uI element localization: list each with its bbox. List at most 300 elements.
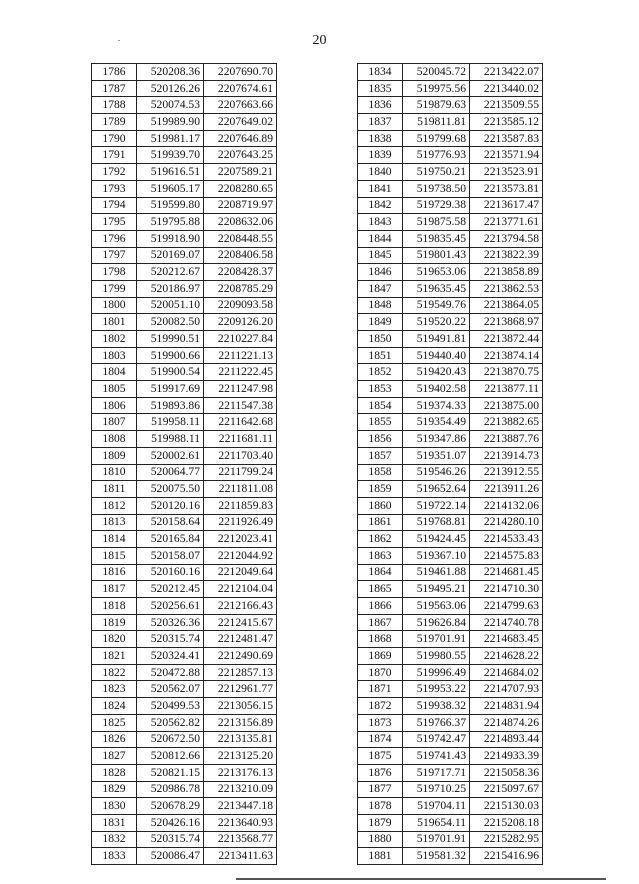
point-number-cell: 1848 <box>358 297 403 314</box>
x-coordinate-cell: 520126.26 <box>137 80 204 97</box>
table-row <box>92 397 277 414</box>
x-coordinate-cell: 519440.40 <box>403 347 470 364</box>
point-number-cell: 1835 <box>358 80 403 97</box>
x-coordinate-cell: 519958.11 <box>137 414 204 431</box>
y-coordinate-cell: 2214710.30 <box>470 581 543 598</box>
y-coordinate-cell: 2213887.76 <box>470 431 543 448</box>
table-row <box>358 748 543 765</box>
table-row <box>358 381 543 398</box>
table-row <box>92 814 277 831</box>
y-coordinate-cell: 2209126.20 <box>204 314 277 331</box>
table-row <box>92 648 277 665</box>
point-number-cell: 1837 <box>358 114 403 131</box>
point-number-cell: 1828 <box>92 764 137 781</box>
x-coordinate-cell: 519654.11 <box>403 814 470 831</box>
x-coordinate-cell: 519741.43 <box>403 748 470 765</box>
y-coordinate-cell: 2211703.40 <box>204 447 277 464</box>
y-coordinate-cell: 2213914.73 <box>470 447 543 464</box>
table-row <box>92 447 277 464</box>
y-coordinate-cell: 2211222.45 <box>204 364 277 381</box>
table-row <box>92 781 277 798</box>
y-coordinate-cell: 2213440.02 <box>470 80 543 97</box>
point-number-cell: 1876 <box>358 764 403 781</box>
x-coordinate-cell: 519626.84 <box>403 614 470 631</box>
point-number-cell: 1875 <box>358 748 403 765</box>
y-coordinate-cell: 2213875.00 <box>470 397 543 414</box>
x-coordinate-cell: 520169.07 <box>137 247 204 264</box>
y-coordinate-cell: 2212044.92 <box>204 547 277 564</box>
point-number-cell: 1797 <box>92 247 137 264</box>
point-number-cell: 1862 <box>358 531 403 548</box>
y-coordinate-cell: 2214575.83 <box>470 547 543 564</box>
y-coordinate-cell: 2211926.49 <box>204 514 277 531</box>
table-row <box>358 64 543 81</box>
y-coordinate-cell: 2213447.18 <box>204 798 277 815</box>
point-number-cell: 1845 <box>358 247 403 264</box>
x-coordinate-cell: 519975.56 <box>403 80 470 97</box>
y-coordinate-cell: 2209093.58 <box>204 297 277 314</box>
point-number-cell: 1866 <box>358 598 403 615</box>
y-coordinate-cell: 2208448.55 <box>204 230 277 247</box>
table-row <box>92 464 277 481</box>
table-row <box>358 264 543 281</box>
x-coordinate-cell: 519374.33 <box>403 397 470 414</box>
y-coordinate-cell: 2207646.89 <box>204 130 277 147</box>
x-coordinate-cell: 520426.16 <box>137 814 204 831</box>
table-row <box>358 664 543 681</box>
x-coordinate-cell: 519495.21 <box>403 581 470 598</box>
y-coordinate-cell: 2213911.26 <box>470 481 543 498</box>
point-number-cell: 1801 <box>92 314 137 331</box>
y-coordinate-cell: 2215097.67 <box>470 781 543 798</box>
y-coordinate-cell: 2213877.11 <box>470 381 543 398</box>
point-number-cell: 1829 <box>92 781 137 798</box>
point-number-cell: 1820 <box>92 631 137 648</box>
y-coordinate-cell: 2213858.89 <box>470 264 543 281</box>
x-coordinate-cell: 519738.50 <box>403 180 470 197</box>
x-coordinate-cell: 519893.86 <box>137 397 204 414</box>
y-coordinate-cell: 2214799.63 <box>470 598 543 615</box>
y-coordinate-cell: 2213568.77 <box>204 831 277 848</box>
y-coordinate-cell: 2214893.44 <box>470 731 543 748</box>
x-coordinate-cell: 519918.90 <box>137 230 204 247</box>
x-coordinate-cell: 519351.07 <box>403 447 470 464</box>
point-number-cell: 1831 <box>92 814 137 831</box>
y-coordinate-cell: 2212490.69 <box>204 648 277 665</box>
x-coordinate-cell: 519811.81 <box>403 114 470 131</box>
point-number-cell: 1817 <box>92 581 137 598</box>
table-row <box>92 664 277 681</box>
table-row <box>358 831 543 848</box>
scan-speck <box>118 40 120 41</box>
point-number-cell: 1871 <box>358 681 403 698</box>
y-coordinate-cell: 2214132.06 <box>470 497 543 514</box>
point-number-cell: 1864 <box>358 564 403 581</box>
x-coordinate-cell: 520812.66 <box>137 748 204 765</box>
x-coordinate-cell: 519879.63 <box>403 97 470 114</box>
point-number-cell: 1839 <box>358 147 403 164</box>
y-coordinate-cell: 2212049.64 <box>204 564 277 581</box>
point-number-cell: 1825 <box>92 714 137 731</box>
x-coordinate-cell: 519546.26 <box>403 464 470 481</box>
x-coordinate-cell: 519605.17 <box>137 180 204 197</box>
x-coordinate-cell: 519704.11 <box>403 798 470 815</box>
table-row <box>358 547 543 564</box>
table-row <box>92 331 277 348</box>
point-number-cell: 1796 <box>92 230 137 247</box>
table-row <box>358 698 543 715</box>
table-row <box>92 698 277 715</box>
x-coordinate-cell: 520499.53 <box>137 698 204 715</box>
point-number-cell: 1789 <box>92 114 137 131</box>
y-coordinate-cell: 2213125.20 <box>204 748 277 765</box>
table-row <box>92 114 277 131</box>
table-row <box>358 598 543 615</box>
x-coordinate-cell: 520165.84 <box>137 531 204 548</box>
x-coordinate-cell: 519989.90 <box>137 114 204 131</box>
table-row <box>92 364 277 381</box>
x-coordinate-cell: 519653.06 <box>403 264 470 281</box>
x-coordinate-cell: 519799.68 <box>403 130 470 147</box>
point-number-cell: 1843 <box>358 214 403 231</box>
y-coordinate-cell: 2213509.55 <box>470 97 543 114</box>
table-row <box>358 147 543 164</box>
x-coordinate-cell: 520472.88 <box>137 664 204 681</box>
table-row <box>92 414 277 431</box>
y-coordinate-cell: 2214681.45 <box>470 564 543 581</box>
table-row <box>358 314 543 331</box>
table-row <box>92 848 277 865</box>
x-coordinate-cell: 520051.10 <box>137 297 204 314</box>
point-number-cell: 1821 <box>92 648 137 665</box>
y-coordinate-cell: 2214280.10 <box>470 514 543 531</box>
point-number-cell: 1861 <box>358 514 403 531</box>
table-row <box>92 247 277 264</box>
y-coordinate-cell: 2213422.07 <box>470 64 543 81</box>
x-coordinate-cell: 519563.06 <box>403 598 470 615</box>
point-number-cell: 1852 <box>358 364 403 381</box>
table-row <box>358 364 543 381</box>
table-row <box>92 681 277 698</box>
point-number-cell: 1793 <box>92 180 137 197</box>
x-coordinate-cell: 519717.71 <box>403 764 470 781</box>
point-number-cell: 1856 <box>358 431 403 448</box>
x-coordinate-cell: 520208.36 <box>137 64 204 81</box>
x-coordinate-cell: 519367.10 <box>403 547 470 564</box>
y-coordinate-cell: 2208719.97 <box>204 197 277 214</box>
table-row <box>358 80 543 97</box>
y-coordinate-cell: 2208785.29 <box>204 280 277 297</box>
table-row <box>358 781 543 798</box>
point-number-cell: 1799 <box>92 280 137 297</box>
point-number-cell: 1857 <box>358 447 403 464</box>
y-coordinate-cell: 2214831.94 <box>470 698 543 715</box>
point-number-cell: 1872 <box>358 698 403 715</box>
point-number-cell: 1869 <box>358 648 403 665</box>
y-coordinate-cell: 2208280.65 <box>204 180 277 197</box>
x-coordinate-cell: 520002.61 <box>137 447 204 464</box>
y-coordinate-cell: 2213587.83 <box>470 130 543 147</box>
table-row <box>92 731 277 748</box>
y-coordinate-cell: 2213870.75 <box>470 364 543 381</box>
x-coordinate-cell: 519402.58 <box>403 381 470 398</box>
x-coordinate-cell: 519616.51 <box>137 164 204 181</box>
y-coordinate-cell: 2214628.22 <box>470 648 543 665</box>
table-row <box>358 164 543 181</box>
point-number-cell: 1879 <box>358 814 403 831</box>
table-row <box>358 631 543 648</box>
x-coordinate-cell: 519900.66 <box>137 347 204 364</box>
point-number-cell: 1823 <box>92 681 137 698</box>
y-coordinate-cell: 2207663.66 <box>204 97 277 114</box>
y-coordinate-cell: 2213411.63 <box>204 848 277 865</box>
table-row <box>92 230 277 247</box>
x-coordinate-cell: 519742.47 <box>403 731 470 748</box>
y-coordinate-cell: 2208406.58 <box>204 247 277 264</box>
point-number-cell: 1877 <box>358 781 403 798</box>
y-coordinate-cell: 2213912.55 <box>470 464 543 481</box>
point-number-cell: 1840 <box>358 164 403 181</box>
table-row <box>92 481 277 498</box>
y-coordinate-cell: 2213862.53 <box>470 280 543 297</box>
point-number-cell: 1853 <box>358 381 403 398</box>
y-coordinate-cell: 2213156.89 <box>204 714 277 731</box>
y-coordinate-cell: 2211547.38 <box>204 397 277 414</box>
y-coordinate-cell: 2214874.26 <box>470 714 543 731</box>
table-row <box>92 347 277 364</box>
y-coordinate-cell: 2213571.94 <box>470 147 543 164</box>
y-coordinate-cell: 2213868.97 <box>470 314 543 331</box>
table-row <box>92 264 277 281</box>
point-number-cell: 1814 <box>92 531 137 548</box>
x-coordinate-cell: 520672.50 <box>137 731 204 748</box>
y-coordinate-cell: 2213135.81 <box>204 731 277 748</box>
point-number-cell: 1859 <box>358 481 403 498</box>
point-number-cell: 1855 <box>358 414 403 431</box>
point-number-cell: 1795 <box>92 214 137 231</box>
y-coordinate-cell: 2214684.02 <box>470 664 543 681</box>
x-coordinate-cell: 519520.22 <box>403 314 470 331</box>
y-coordinate-cell: 2213523.91 <box>470 164 543 181</box>
table-row <box>92 164 277 181</box>
y-coordinate-cell: 2212104.04 <box>204 581 277 598</box>
table-row <box>358 731 543 748</box>
y-coordinate-cell: 2212415.67 <box>204 614 277 631</box>
point-number-cell: 1798 <box>92 264 137 281</box>
table-row <box>358 514 543 531</box>
x-coordinate-cell: 520064.77 <box>137 464 204 481</box>
point-number-cell: 1826 <box>92 731 137 748</box>
point-number-cell: 1834 <box>358 64 403 81</box>
point-number-cell: 1788 <box>92 97 137 114</box>
point-number-cell: 1806 <box>92 397 137 414</box>
point-number-cell: 1804 <box>92 364 137 381</box>
y-coordinate-cell: 2211811.08 <box>204 481 277 498</box>
table-row <box>92 631 277 648</box>
x-coordinate-cell: 519939.70 <box>137 147 204 164</box>
table-row <box>92 214 277 231</box>
point-number-cell: 1824 <box>92 698 137 715</box>
x-coordinate-cell: 519599.80 <box>137 197 204 214</box>
y-coordinate-cell: 2215208.18 <box>470 814 543 831</box>
y-coordinate-cell: 2211221.13 <box>204 347 277 364</box>
x-coordinate-cell: 519776.93 <box>403 147 470 164</box>
table-row <box>92 180 277 197</box>
point-number-cell: 1846 <box>358 264 403 281</box>
x-coordinate-cell: 519990.51 <box>137 331 204 348</box>
point-number-cell: 1870 <box>358 664 403 681</box>
table-row <box>92 581 277 598</box>
point-number-cell: 1832 <box>92 831 137 848</box>
x-coordinate-cell: 519701.91 <box>403 631 470 648</box>
x-coordinate-cell: 519900.54 <box>137 364 204 381</box>
x-coordinate-cell: 520158.64 <box>137 514 204 531</box>
x-coordinate-cell: 519766.37 <box>403 714 470 731</box>
x-coordinate-cell: 519729.38 <box>403 197 470 214</box>
x-coordinate-cell: 519347.86 <box>403 431 470 448</box>
y-coordinate-cell: 2212857.13 <box>204 664 277 681</box>
y-coordinate-cell: 2213882.65 <box>470 414 543 431</box>
y-coordinate-cell: 2213640.93 <box>204 814 277 831</box>
x-coordinate-cell: 520082.50 <box>137 314 204 331</box>
x-coordinate-cell: 519549.76 <box>403 297 470 314</box>
x-coordinate-cell: 519491.81 <box>403 331 470 348</box>
y-coordinate-cell: 2208632.06 <box>204 214 277 231</box>
table-row <box>92 614 277 631</box>
x-coordinate-cell: 519996.49 <box>403 664 470 681</box>
point-number-cell: 1830 <box>92 798 137 815</box>
x-coordinate-cell: 519835.45 <box>403 230 470 247</box>
table-row <box>92 547 277 564</box>
table-row <box>358 414 543 431</box>
table-row <box>358 481 543 498</box>
y-coordinate-cell: 2211799.24 <box>204 464 277 481</box>
point-number-cell: 1851 <box>358 347 403 364</box>
table-row <box>92 497 277 514</box>
point-number-cell: 1878 <box>358 798 403 815</box>
table-row <box>358 497 543 514</box>
y-coordinate-cell: 2207674.61 <box>204 80 277 97</box>
point-number-cell: 1816 <box>92 564 137 581</box>
table-row <box>92 831 277 848</box>
table-row <box>358 764 543 781</box>
point-number-cell: 1881 <box>358 848 403 865</box>
point-number-cell: 1808 <box>92 431 137 448</box>
x-coordinate-cell: 520160.16 <box>137 564 204 581</box>
x-coordinate-cell: 520315.74 <box>137 631 204 648</box>
x-coordinate-cell: 519701.91 <box>403 831 470 848</box>
table-row <box>358 214 543 231</box>
y-coordinate-cell: 2214933.39 <box>470 748 543 765</box>
table-row <box>358 180 543 197</box>
table-row <box>92 147 277 164</box>
point-number-cell: 1800 <box>92 297 137 314</box>
table-row <box>358 648 543 665</box>
x-coordinate-cell: 520562.07 <box>137 681 204 698</box>
x-coordinate-cell: 519980.55 <box>403 648 470 665</box>
x-coordinate-cell: 519801.43 <box>403 247 470 264</box>
x-coordinate-cell: 519581.32 <box>403 848 470 865</box>
point-number-cell: 1802 <box>92 331 137 348</box>
y-coordinate-cell: 2211859.83 <box>204 497 277 514</box>
point-number-cell: 1858 <box>358 464 403 481</box>
y-coordinate-cell: 2214533.43 <box>470 531 543 548</box>
table-row <box>358 397 543 414</box>
y-coordinate-cell: 2211681.11 <box>204 431 277 448</box>
table-row <box>358 614 543 631</box>
table-row <box>92 97 277 114</box>
x-coordinate-cell: 519461.88 <box>403 564 470 581</box>
x-coordinate-cell: 520086.47 <box>137 848 204 865</box>
x-coordinate-cell: 520120.16 <box>137 497 204 514</box>
x-coordinate-cell: 520212.45 <box>137 581 204 598</box>
x-coordinate-cell: 519635.45 <box>403 280 470 297</box>
point-number-cell: 1838 <box>358 130 403 147</box>
point-number-cell: 1819 <box>92 614 137 631</box>
table-row <box>358 230 543 247</box>
point-number-cell: 1794 <box>92 197 137 214</box>
y-coordinate-cell: 2213573.81 <box>470 180 543 197</box>
x-coordinate-cell: 519938.32 <box>403 698 470 715</box>
table-row <box>358 531 543 548</box>
table-row <box>92 531 277 548</box>
table-row <box>92 764 277 781</box>
table-row <box>358 814 543 831</box>
table-row <box>358 848 543 865</box>
table-row <box>358 681 543 698</box>
table-row <box>92 297 277 314</box>
point-number-cell: 1812 <box>92 497 137 514</box>
point-number-cell: 1833 <box>92 848 137 865</box>
point-number-cell: 1811 <box>92 481 137 498</box>
point-number-cell: 1860 <box>358 497 403 514</box>
x-coordinate-cell: 520158.07 <box>137 547 204 564</box>
y-coordinate-cell: 2207690.70 <box>204 64 277 81</box>
point-number-cell: 1786 <box>92 64 137 81</box>
x-coordinate-cell: 520186.97 <box>137 280 204 297</box>
table-row <box>358 331 543 348</box>
y-coordinate-cell: 2211247.98 <box>204 381 277 398</box>
point-number-cell: 1836 <box>358 97 403 114</box>
y-coordinate-cell: 2215130.03 <box>470 798 543 815</box>
page-number: 20 <box>312 33 327 48</box>
point-number-cell: 1850 <box>358 331 403 348</box>
point-number-cell: 1805 <box>92 381 137 398</box>
table-row <box>358 197 543 214</box>
point-number-cell: 1841 <box>358 180 403 197</box>
table-row <box>358 447 543 464</box>
point-number-cell: 1847 <box>358 280 403 297</box>
x-coordinate-cell: 519953.22 <box>403 681 470 698</box>
point-number-cell: 1844 <box>358 230 403 247</box>
point-number-cell: 1863 <box>358 547 403 564</box>
table-row <box>92 381 277 398</box>
page-footer-rule <box>236 878 606 880</box>
y-coordinate-cell: 2208428.37 <box>204 264 277 281</box>
y-coordinate-cell: 2207649.02 <box>204 114 277 131</box>
y-coordinate-cell: 2213864.05 <box>470 297 543 314</box>
point-number-cell: 1867 <box>358 614 403 631</box>
point-number-cell: 1827 <box>92 748 137 765</box>
y-coordinate-cell: 2211642.68 <box>204 414 277 431</box>
point-number-cell: 1810 <box>92 464 137 481</box>
table-row <box>358 114 543 131</box>
y-coordinate-cell: 2212481.47 <box>204 631 277 648</box>
x-coordinate-cell: 520075.50 <box>137 481 204 498</box>
y-coordinate-cell: 2213210.09 <box>204 781 277 798</box>
point-number-cell: 1791 <box>92 147 137 164</box>
x-coordinate-cell: 520256.61 <box>137 598 204 615</box>
